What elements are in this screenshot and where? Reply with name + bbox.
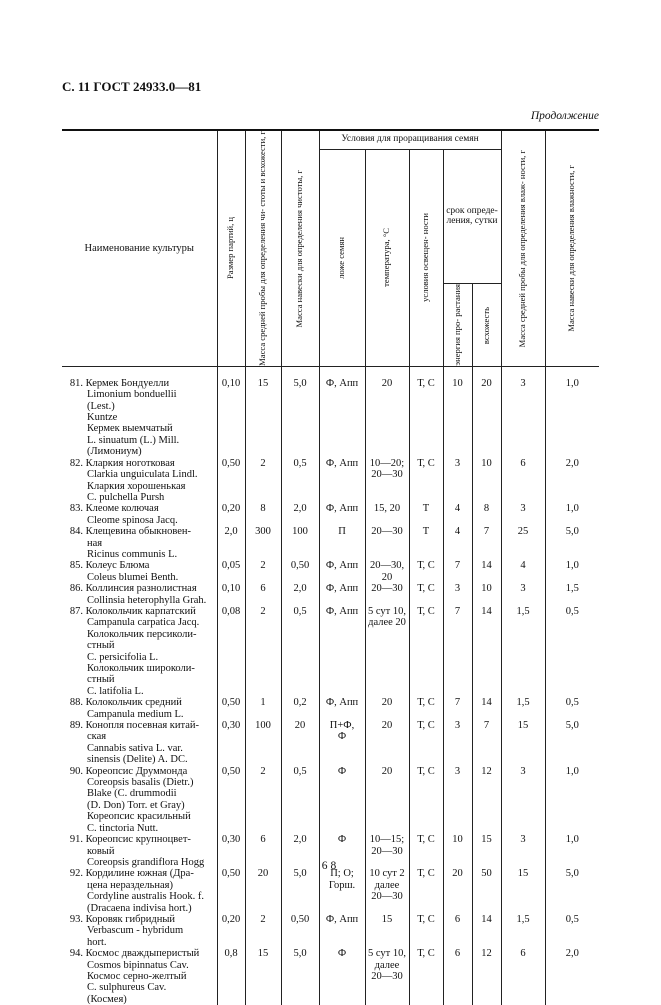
light-conditions: Т, С (409, 834, 443, 868)
temperature: 20—30 (365, 583, 409, 606)
header-bed: ложе семян (319, 149, 365, 366)
header-term-group: срок опреде- ления, сутки (443, 149, 501, 284)
purity-portion: 0,50 (281, 560, 319, 583)
temperature: 10—20; 20—30 (365, 458, 409, 504)
temperature: 20 (365, 720, 409, 766)
lot-size: 0,50 (217, 766, 245, 834)
purity-portion: 0,5 (281, 458, 319, 504)
light-conditions: Т, С (409, 766, 443, 834)
lot-size: 0,50 (217, 697, 245, 720)
purity-sample: 6 (245, 834, 281, 868)
header-lot-size: Размер партий, ц (217, 130, 245, 366)
light-conditions: Т, С (409, 948, 443, 1005)
seed-bed: Ф (319, 834, 365, 868)
germination-energy: 6 (443, 948, 472, 1005)
temperature: 20 (365, 366, 409, 457)
header-moisture-sample: Масса средней пробы для определения влаж- ности, г (501, 130, 545, 366)
seed-bed: Ф (319, 766, 365, 834)
moisture-portion: 1,0 (545, 503, 599, 526)
seed-bed: Ф, Апп (319, 503, 365, 526)
page-header: С. 11 ГОСТ 24933.0—81 (62, 79, 202, 94)
culture-name: 90. Кореопсис Друммонда Coreopsis basalis (Dietr.) Blake (C. drummodii (D. Don) Torr. et Gray) Кореопсис красильный C. tinctoria Nutt. (62, 766, 217, 834)
moisture-portion: 0,5 (545, 914, 599, 948)
purity-sample: 1 (245, 697, 281, 720)
temperature: 20 (365, 697, 409, 720)
temperature: 20—30 (365, 526, 409, 560)
seed-bed: Ф, Апп (319, 560, 365, 583)
table-row (62, 366, 599, 457)
continuation-label: Продолжение (530, 110, 599, 122)
purity-portion: 0,2 (281, 697, 319, 720)
table-row (62, 697, 599, 720)
germination: 14 (472, 914, 501, 948)
seed-bed: Ф, Апп (319, 606, 365, 697)
culture-name: 89. Конопля посевная китай- ская Cannabis sativa L. var. sinensis (Delite) A. DC. (62, 720, 217, 766)
light-conditions: Т (409, 503, 443, 526)
light-conditions: Т, С (409, 697, 443, 720)
seed-bed: П+Ф, Ф (319, 720, 365, 766)
lot-size: 2,0 (217, 526, 245, 560)
table-row (62, 914, 599, 948)
table-row (62, 606, 599, 697)
moisture-portion: 5,0 (545, 720, 599, 766)
culture-name: 84. Клещевина обыкновен- ная Ricinus communis L. (62, 526, 217, 560)
germination-energy: 10 (443, 366, 472, 457)
germination: 14 (472, 560, 501, 583)
germination: 8 (472, 503, 501, 526)
lot-size: 0,50 (217, 458, 245, 504)
culture-name: 81. Кермек Бондуелли Limonium bonduellii (Lest.) Kuntze Кермек выемчатый L. sinuatum (L.) Mill. (Лимониум) (62, 366, 217, 457)
culture-name: 88. Колокольчик средний Campanula medium L. (62, 697, 217, 720)
purity-sample: 2 (245, 560, 281, 583)
purity-portion: 5,0 (281, 868, 319, 914)
table-row (62, 526, 599, 560)
moisture-portion: 1,0 (545, 366, 599, 457)
moisture-sample: 3 (501, 766, 545, 834)
moisture-sample: 1,5 (501, 697, 545, 720)
table-row (62, 583, 599, 606)
moisture-sample: 6 (501, 948, 545, 1005)
light-conditions: Т, С (409, 720, 443, 766)
lot-size: 0,08 (217, 606, 245, 697)
light-conditions: Т, С (409, 583, 443, 606)
moisture-sample: 3 (501, 503, 545, 526)
moisture-sample: 4 (501, 560, 545, 583)
purity-sample: 2 (245, 766, 281, 834)
germination-energy: 7 (443, 697, 472, 720)
lot-size: 0,10 (217, 583, 245, 606)
header-conditions-group: Условия для проращивания семян (319, 130, 501, 149)
temperature: 5 сут 10, далее 20 (365, 606, 409, 697)
moisture-portion: 0,5 (545, 697, 599, 720)
header-light: условия освещен- ности (409, 149, 443, 366)
moisture-sample: 1,5 (501, 606, 545, 697)
germination-energy: 4 (443, 526, 472, 560)
culture-name: 83. Клеоме колючая Cleome spinosa Jacq. (62, 503, 217, 526)
germination: 10 (472, 458, 501, 504)
moisture-sample: 25 (501, 526, 545, 560)
table-row (62, 503, 599, 526)
purity-portion: 2,0 (281, 503, 319, 526)
table-row (62, 868, 599, 914)
purity-sample: 2 (245, 458, 281, 504)
culture-name: 87. Колокольчик карпатский Campanula carpatica Jacq. Колокольчик персиколи- стный C. persicifolia L. Колокольчик широколи- стный C. latifolia L. (62, 606, 217, 697)
culture-name: 86. Коллинсия разнолистная Collinsia heterophylla Grah. (62, 583, 217, 606)
culture-name: 82. Кларкия ноготковая Clarkia unguiculata Lindl. Кларкия хорошенькая C. pulchella Pursh (62, 458, 217, 504)
moisture-portion: 1,0 (545, 766, 599, 834)
purity-portion: 5,0 (281, 366, 319, 457)
moisture-portion: 1,0 (545, 834, 599, 868)
culture-name: 85. Колеус Блюма Coleus blumei Benth. (62, 560, 217, 583)
purity-sample: 20 (245, 868, 281, 914)
purity-sample: 15 (245, 366, 281, 457)
germination-energy: 4 (443, 503, 472, 526)
header-purity-sample: Масса средней пробы для определения чи- стоты и всхожести, г (245, 130, 281, 366)
germination: 7 (472, 720, 501, 766)
purity-portion: 20 (281, 720, 319, 766)
purity-sample: 100 (245, 720, 281, 766)
moisture-sample: 15 (501, 720, 545, 766)
purity-portion: 0,50 (281, 914, 319, 948)
germination-energy: 3 (443, 766, 472, 834)
culture-name: 94. Космос дваждыперистый Cosmos bipinnatus Cav. Космос серно-желтый C. sulphureus Cav. (Космея) (62, 948, 217, 1005)
lot-size: 0,20 (217, 914, 245, 948)
germination-energy: 10 (443, 834, 472, 868)
germination: 20 (472, 366, 501, 457)
lot-size: 0,8 (217, 948, 245, 1005)
purity-sample: 300 (245, 526, 281, 560)
purity-sample: 2 (245, 914, 281, 948)
purity-portion: 100 (281, 526, 319, 560)
purity-portion: 0,5 (281, 766, 319, 834)
moisture-portion: 1,5 (545, 583, 599, 606)
germination-energy: 7 (443, 560, 472, 583)
moisture-sample: 3 (501, 834, 545, 868)
lot-size: 0,20 (217, 503, 245, 526)
purity-portion: 0,5 (281, 606, 319, 697)
table-row (62, 766, 599, 834)
lot-size: 0,30 (217, 720, 245, 766)
purity-sample: 15 (245, 948, 281, 1005)
purity-sample: 6 (245, 583, 281, 606)
header-germination: всхожесть (472, 284, 501, 367)
light-conditions: Т, С (409, 560, 443, 583)
purity-sample: 8 (245, 503, 281, 526)
moisture-sample: 3 (501, 366, 545, 457)
temperature: 20—30, 20 (365, 560, 409, 583)
temperature: 5 сут 10, далее 20—30 (365, 948, 409, 1005)
header-purity-portion: Масса навески для определения чистоты, г (281, 130, 319, 366)
moisture-portion: 0,5 (545, 606, 599, 697)
page-number: 68 (321, 860, 340, 872)
germination: 12 (472, 948, 501, 1005)
light-conditions: Т (409, 526, 443, 560)
culture-name: 92. Кордилине южная (Дра- цена нераздельная) Cordyline australis Hook. f. (Dracaena indivisa hort.) (62, 868, 217, 914)
germination-energy: 20 (443, 868, 472, 914)
purity-portion: 5,0 (281, 948, 319, 1005)
light-conditions: Т, С (409, 606, 443, 697)
light-conditions: Т, С (409, 366, 443, 457)
header-name: Наименование культуры (62, 130, 217, 366)
light-conditions: Т, С (409, 458, 443, 504)
header-energy: энергия про- растания (443, 284, 472, 367)
germination-energy: 3 (443, 458, 472, 504)
moisture-sample: 3 (501, 583, 545, 606)
header-moisture-portion: Масса навески для определения влажности, г (545, 130, 599, 366)
moisture-sample: 1,5 (501, 914, 545, 948)
seed-bed: Ф (319, 948, 365, 1005)
germination-energy: 3 (443, 583, 472, 606)
seed-bed: Ф, Апп (319, 366, 365, 457)
germination-energy: 6 (443, 914, 472, 948)
table-row (62, 720, 599, 766)
germination-energy: 3 (443, 720, 472, 766)
table-row (62, 560, 599, 583)
germination: 14 (472, 697, 501, 720)
germination: 12 (472, 766, 501, 834)
seed-bed: Ф, Апп (319, 458, 365, 504)
seed-bed: Ф, Апп (319, 697, 365, 720)
moisture-portion: 2,0 (545, 948, 599, 1005)
temperature: 20 (365, 766, 409, 834)
purity-portion: 2,0 (281, 834, 319, 868)
germination: 15 (472, 834, 501, 868)
lot-size: 0,30 (217, 834, 245, 868)
moisture-portion: 1,0 (545, 560, 599, 583)
germination: 7 (472, 526, 501, 560)
light-conditions: Т, С (409, 914, 443, 948)
temperature: 15 (365, 914, 409, 948)
temperature: 10 сут 2 далее 20—30 (365, 868, 409, 914)
purity-portion: 2,0 (281, 583, 319, 606)
lot-size: 0,10 (217, 366, 245, 457)
seed-bed: П (319, 526, 365, 560)
moisture-sample: 6 (501, 458, 545, 504)
seed-conditions-table (62, 129, 599, 1005)
germination: 10 (472, 583, 501, 606)
table-row (62, 948, 599, 1005)
germination: 50 (472, 868, 501, 914)
seed-bed: Ф, Апп (319, 914, 365, 948)
moisture-portion: 5,0 (545, 868, 599, 914)
header-temperature: температура, °С (365, 149, 409, 366)
germination: 14 (472, 606, 501, 697)
moisture-sample: 15 (501, 868, 545, 914)
purity-sample: 2 (245, 606, 281, 697)
lot-size: 0,50 (217, 868, 245, 914)
culture-name: 93. Коровяк гибридный Verbascum - hybridum hort. (62, 914, 217, 948)
moisture-portion: 5,0 (545, 526, 599, 560)
light-conditions: Т, С (409, 868, 443, 914)
moisture-portion: 2,0 (545, 458, 599, 504)
germination-energy: 7 (443, 606, 472, 697)
seed-bed: Ф, Апп (319, 583, 365, 606)
table-row (62, 458, 599, 504)
culture-name: 91. Кореопсис крупноцвет- ковый Coreopsis grandiflora Hogg (62, 834, 217, 868)
lot-size: 0,05 (217, 560, 245, 583)
temperature: 15, 20 (365, 503, 409, 526)
seed-bed: П; О; Горш. (319, 868, 365, 914)
temperature: 10—15; 20—30 (365, 834, 409, 868)
